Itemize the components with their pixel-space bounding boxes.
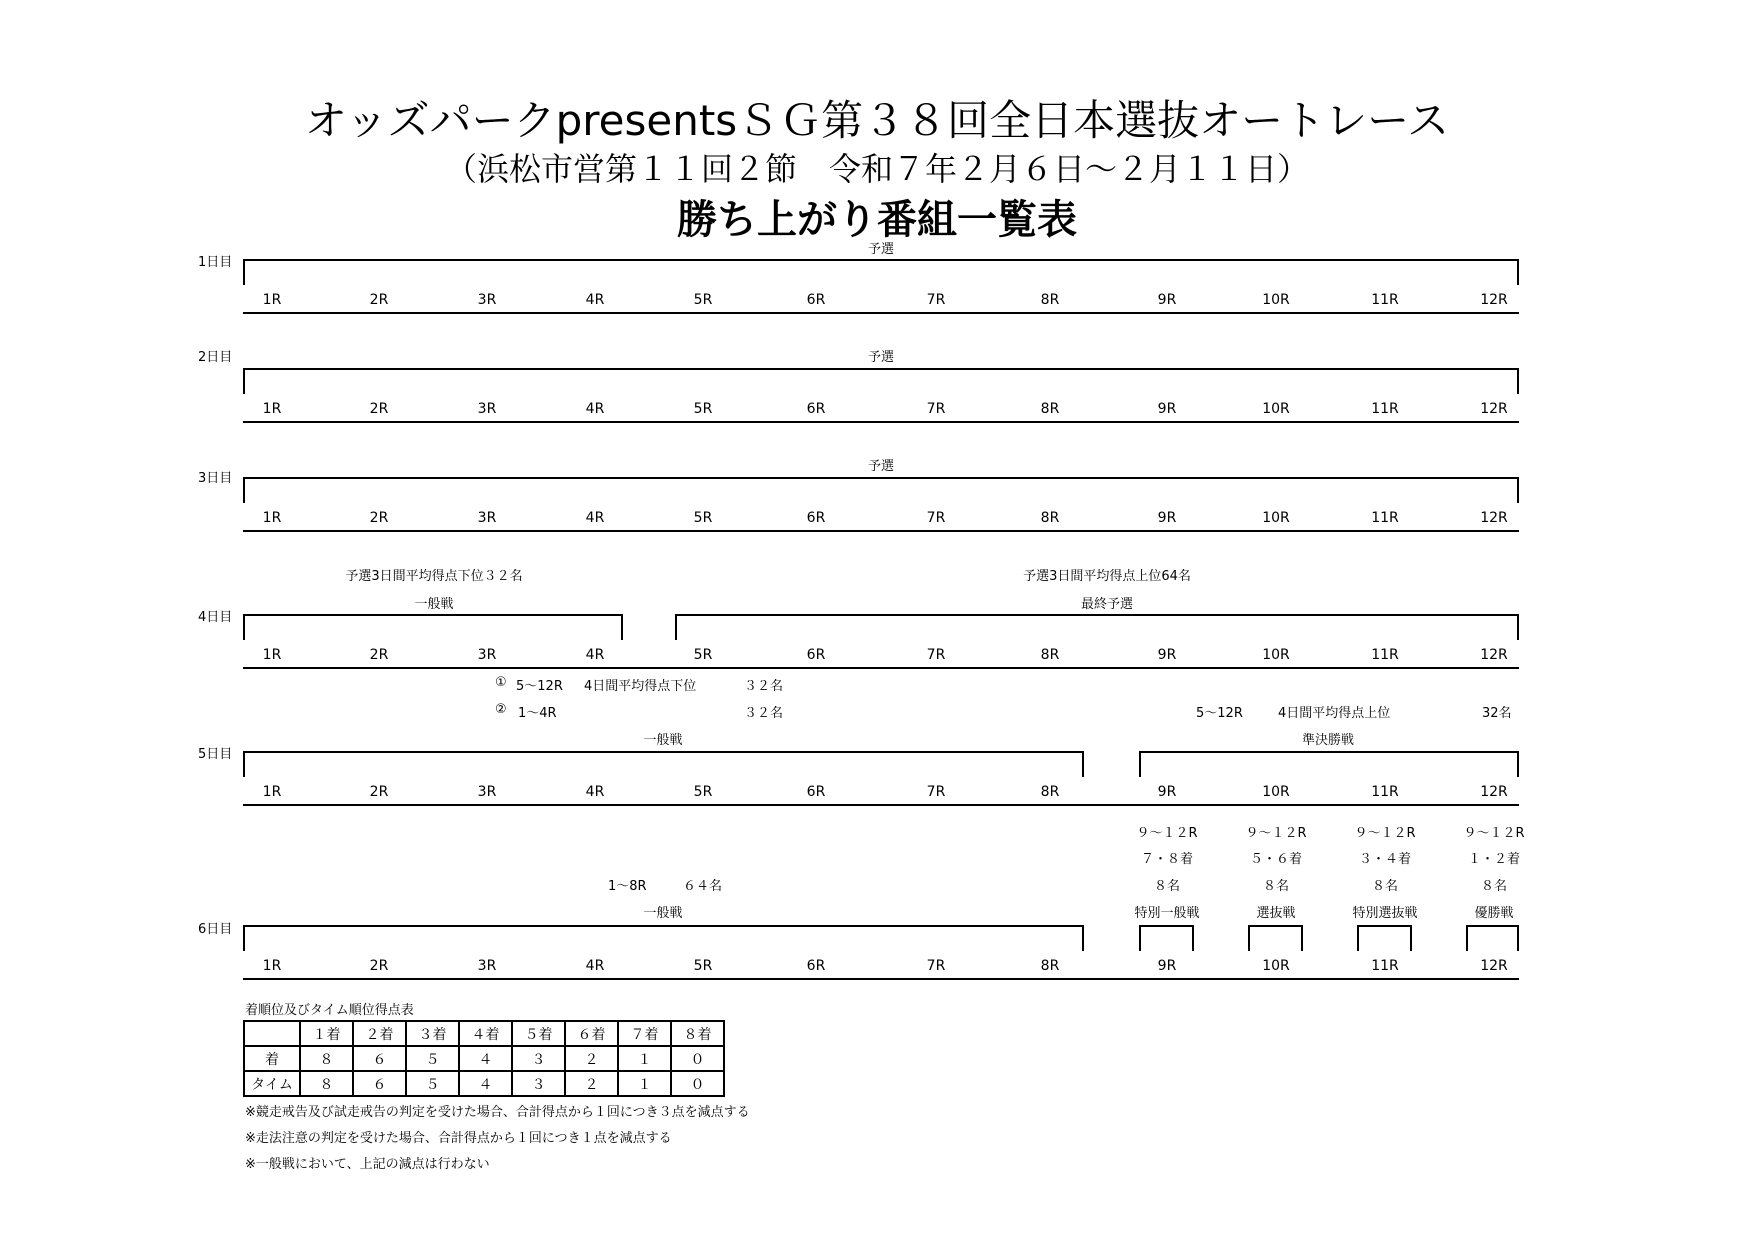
table-header-row — [244, 1021, 724, 1046]
note-number: ① — [495, 675, 507, 690]
bracket-top — [243, 925, 1084, 927]
table-cell: １ — [618, 1046, 671, 1071]
group-label: 一般戦 — [643, 733, 683, 748]
note-count: ３２名 — [744, 679, 784, 694]
race-label: 2R — [369, 510, 389, 526]
final-bracket-right — [1301, 925, 1303, 951]
bracket-left — [243, 477, 245, 503]
bracket-right — [621, 614, 623, 640]
race-label: 5R — [693, 401, 713, 417]
race-label: 1R — [262, 510, 282, 526]
day-baseline — [243, 421, 1519, 423]
race-label: 3R — [477, 958, 497, 974]
race-label: 11R — [1371, 401, 1399, 417]
race-label: 2R — [369, 292, 389, 308]
race-label: 10R — [1262, 958, 1290, 974]
group-label: 予選 — [867, 459, 895, 474]
final-bracket-right — [1410, 925, 1412, 951]
race-label: 1R — [262, 784, 282, 800]
race-label: 10R — [1262, 784, 1290, 800]
day-label: 2日目 — [198, 350, 233, 365]
bracket-right — [1082, 925, 1084, 951]
table-row — [244, 1046, 724, 1071]
bracket-left — [243, 925, 245, 951]
bracket-top — [243, 751, 1084, 753]
bracket-top — [243, 477, 1519, 479]
final-bracket-right — [1192, 925, 1194, 951]
race-label: 6R — [806, 647, 826, 663]
table-cell: ８ — [300, 1071, 353, 1096]
table-cell: ２ — [565, 1071, 618, 1096]
race-label: 4R — [585, 510, 605, 526]
race-label: 5R — [693, 510, 713, 526]
final-count: ８名 — [1371, 879, 1399, 894]
race-label: 3R — [477, 401, 497, 417]
race-label: 12R — [1480, 647, 1508, 663]
race-label: 11R — [1371, 958, 1399, 974]
final-name: 特別一般戦 — [1134, 906, 1200, 921]
points-table-caption: 着順位及びタイム順位得点表 — [245, 1003, 414, 1018]
group-label: 一般戦 — [414, 597, 454, 612]
race-label: 7R — [926, 292, 946, 308]
day-baseline — [243, 667, 1519, 669]
table-cell: ４ — [459, 1046, 512, 1071]
race-label: 6R — [806, 510, 826, 526]
bracket-top — [243, 614, 623, 616]
table-cell: ０ — [671, 1071, 724, 1096]
final-bracket-left — [1357, 925, 1359, 951]
bracket-right — [1517, 368, 1519, 394]
final-bracket-left — [1139, 925, 1141, 951]
race-label: 4R — [585, 292, 605, 308]
table-cell: １ — [618, 1071, 671, 1096]
note-races: 1～4R — [518, 706, 557, 721]
day-baseline — [243, 312, 1519, 314]
race-label: 11R — [1371, 292, 1399, 308]
race-label: 1R — [262, 647, 282, 663]
note-count: 32名 — [1482, 706, 1512, 721]
row-label: 着 — [244, 1046, 300, 1071]
race-label: 12R — [1480, 292, 1508, 308]
bracket-top — [675, 614, 1519, 616]
race-label: 8R — [1040, 401, 1060, 417]
race-label: 6R — [806, 784, 826, 800]
day-baseline — [243, 804, 1519, 806]
page-title: オッズパークpresentsＳＧ第３８回全日本選抜オートレース — [304, 96, 1450, 145]
note-line: ※競走戒告及び試走戒告の判定を受けた場合、合計得点から１回につき３点を減点する — [245, 1105, 750, 1120]
race-label: 10R — [1262, 401, 1290, 417]
bracket-left — [243, 368, 245, 394]
day-label: 4日目 — [198, 610, 233, 625]
race-label: 8R — [1040, 510, 1060, 526]
note-count: ３２名 — [744, 706, 784, 721]
final-places: ７・８着 — [1140, 852, 1194, 867]
race-label: 3R — [477, 647, 497, 663]
final-name: 特別選抜戦 — [1352, 906, 1418, 921]
race-label: 7R — [926, 784, 946, 800]
group-label: 最終予選 — [1080, 597, 1134, 612]
race-label: 5R — [693, 647, 713, 663]
final-bracket-top — [1466, 925, 1519, 927]
race-label: 7R — [926, 401, 946, 417]
note-line: ※一般戦において、上記の減点は行わない — [245, 1157, 490, 1172]
race-label: 3R — [477, 510, 497, 526]
race-label: 12R — [1480, 958, 1508, 974]
group-label: 予選 — [867, 350, 895, 365]
race-label: 11R — [1371, 510, 1399, 526]
group-races: 1～8R — [608, 879, 647, 894]
race-label: 5R — [693, 958, 713, 974]
table-cell: ８ — [300, 1046, 353, 1071]
table-cell: ５ — [406, 1046, 459, 1071]
day-label: 1日目 — [198, 255, 233, 270]
table-cell: ５ — [406, 1071, 459, 1096]
note-text: 4日間平均得点下位 — [584, 679, 697, 694]
race-label: 1R — [262, 401, 282, 417]
bracket-left — [1139, 751, 1141, 777]
bracket-left — [243, 751, 245, 777]
race-label: 8R — [1040, 647, 1060, 663]
final-count: ８名 — [1262, 879, 1290, 894]
final-races: ９～１２R — [1354, 826, 1416, 841]
final-bracket-left — [1248, 925, 1250, 951]
table-cell: ０ — [671, 1046, 724, 1071]
final-name: 選抜戦 — [1256, 906, 1296, 921]
race-label: 10R — [1262, 510, 1290, 526]
final-count: ８名 — [1480, 879, 1508, 894]
day-label: 3日目 — [198, 471, 233, 486]
table-cell: ６ — [353, 1046, 406, 1071]
bracket-left — [675, 614, 677, 640]
final-races: ９～１２R — [1245, 826, 1307, 841]
race-label: 4R — [585, 784, 605, 800]
bracket-top — [243, 259, 1519, 261]
group-count: ６４名 — [683, 879, 723, 894]
page-subtitle: （浜松市営第１１回２節 令和７年２月６日～２月１１日） — [444, 150, 1309, 188]
group-label: 予選 — [867, 242, 895, 257]
final-bracket-right — [1517, 925, 1519, 951]
table-cell: ４ — [459, 1071, 512, 1096]
race-label: 3R — [477, 784, 497, 800]
race-label: 5R — [693, 292, 713, 308]
race-label: 8R — [1040, 958, 1060, 974]
day-label: 6日目 — [198, 922, 233, 937]
race-label: 3R — [477, 292, 497, 308]
race-label: 9R — [1157, 401, 1177, 417]
race-label: 6R — [806, 958, 826, 974]
race-label: 12R — [1480, 401, 1508, 417]
points-table — [243, 1020, 725, 1097]
group-label: 準決勝戦 — [1301, 733, 1355, 748]
group-label: 一般戦 — [643, 906, 683, 921]
race-label: 9R — [1157, 958, 1177, 974]
bracket-right — [1082, 751, 1084, 777]
race-label: 4R — [585, 958, 605, 974]
day-baseline — [243, 530, 1519, 532]
final-races: ９～１２R — [1463, 826, 1525, 841]
final-bracket-left — [1466, 925, 1468, 951]
table-header-cell: ７着 — [618, 1021, 671, 1046]
final-bracket-top — [1248, 925, 1303, 927]
race-label: 8R — [1040, 292, 1060, 308]
race-label: 4R — [585, 647, 605, 663]
note-number: ② — [495, 702, 507, 717]
bracket-top — [243, 368, 1519, 370]
final-races: ９～１２R — [1136, 826, 1198, 841]
race-label: 9R — [1157, 784, 1177, 800]
note-races: 5～12R — [516, 679, 563, 694]
race-label: 9R — [1157, 292, 1177, 308]
table-header-cell: ３着 — [406, 1021, 459, 1046]
final-name: 優勝戦 — [1474, 906, 1514, 921]
race-label: 7R — [926, 510, 946, 526]
day-label: 5日目 — [198, 747, 233, 762]
race-label: 9R — [1157, 510, 1177, 526]
table-header-cell: ５着 — [512, 1021, 565, 1046]
race-label: 11R — [1371, 784, 1399, 800]
bracket-right — [1517, 477, 1519, 503]
table-header-cell: ８着 — [671, 1021, 724, 1046]
bracket-top — [1139, 751, 1519, 753]
final-bracket-top — [1139, 925, 1194, 927]
table-header-cell: ６着 — [565, 1021, 618, 1046]
table-cell: ２ — [565, 1046, 618, 1071]
race-label: 5R — [693, 784, 713, 800]
final-places: ５・６着 — [1249, 852, 1303, 867]
table-cell: ６ — [353, 1071, 406, 1096]
race-label: 2R — [369, 401, 389, 417]
bracket-left — [243, 614, 245, 640]
race-label: 12R — [1480, 510, 1508, 526]
race-label: 4R — [585, 401, 605, 417]
race-label: 9R — [1157, 647, 1177, 663]
table-cell: ３ — [512, 1071, 565, 1096]
table-header-cell — [244, 1021, 300, 1046]
race-label: 2R — [369, 784, 389, 800]
final-places: １・２着 — [1467, 852, 1521, 867]
bracket-right — [1517, 259, 1519, 285]
race-label: 6R — [806, 292, 826, 308]
final-count: ８名 — [1153, 879, 1181, 894]
group-criteria: 予選3日間平均得点上位64名 — [1023, 569, 1191, 584]
race-label: 11R — [1371, 647, 1399, 663]
table-header-cell: ２着 — [353, 1021, 406, 1046]
bracket-left — [243, 259, 245, 285]
note-text: 4日間平均得点上位 — [1278, 706, 1391, 721]
page-heading: 勝ち上がり番組一覧表 — [677, 197, 1077, 243]
final-places: ３・４着 — [1358, 852, 1412, 867]
bracket-right — [1517, 751, 1519, 777]
group-criteria: 予選3日間平均得点下位３２名 — [345, 569, 523, 584]
race-label: 2R — [369, 958, 389, 974]
race-label: 6R — [806, 401, 826, 417]
race-label: 1R — [262, 958, 282, 974]
bracket-right — [1517, 614, 1519, 640]
note-line: ※走法注意の判定を受けた場合、合計得点から１回につき１点を減点する — [245, 1131, 672, 1146]
race-label: 8R — [1040, 784, 1060, 800]
race-label: 7R — [926, 958, 946, 974]
race-label: 1R — [262, 292, 282, 308]
table-row — [244, 1071, 724, 1096]
race-label: 10R — [1262, 647, 1290, 663]
table-cell: ３ — [512, 1046, 565, 1071]
race-label: 12R — [1480, 784, 1508, 800]
note-races: 5～12R — [1196, 706, 1243, 721]
race-label: 10R — [1262, 292, 1290, 308]
final-bracket-top — [1357, 925, 1412, 927]
row-label: タイム — [244, 1071, 300, 1096]
race-label: 2R — [369, 647, 389, 663]
day-baseline — [243, 978, 1519, 980]
race-label: 7R — [926, 647, 946, 663]
table-header-cell: ４着 — [459, 1021, 512, 1046]
table-header-cell: １着 — [300, 1021, 353, 1046]
